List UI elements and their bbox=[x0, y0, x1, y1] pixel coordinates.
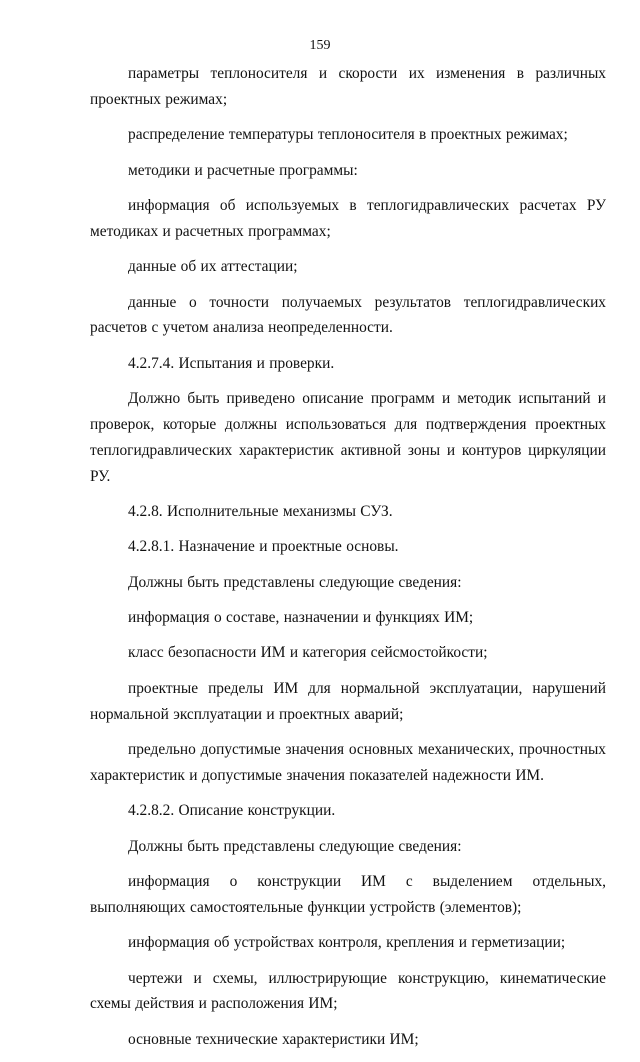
paragraph-12: информация о составе, назначении и функциях ИМ; bbox=[128, 609, 474, 627]
paragraph-14: проектные пределы ИМ для нормальной эксплуатации, нарушений нормальной эксплуатации и проектных аварий; bbox=[90, 679, 606, 723]
paragraph-20: чертежи и схемы, иллюстрирующие конструкцию, кинематические схемы действия и расположения ИМ; bbox=[90, 969, 606, 1013]
paragraph-13: класс безопасности ИМ и категория сейсмостойкости; bbox=[128, 644, 488, 662]
section-heading-4-2-8-1: 4.2.8.1. Назначение и проектные основы. bbox=[128, 538, 399, 556]
section-heading-4-2-7-4: 4.2.7.4. Испытания и проверки. bbox=[128, 354, 335, 372]
paragraph-19: информация об устройствах контроля, крепления и герметизации; bbox=[128, 934, 566, 952]
section-heading-4-2-8-2: 4.2.8.2. Описание конструкции. bbox=[128, 802, 336, 820]
paragraph-15: предельно допустимые значения основных механических, прочностных характеристик и допустимые значения показателей надежности ИМ. bbox=[90, 741, 606, 784]
paragraph-8: Должно быть приведено описание программ и методик испытаний и проверок, которые должны использоваться для подтверждения проектных теплогидравлических характеристик активной зоны и контуров циркуляции РУ. bbox=[90, 390, 606, 485]
paragraph-21: основные технические характеристики ИМ; bbox=[128, 1030, 419, 1048]
paragraph-17: Должны быть представлены следующие сведения: bbox=[128, 837, 462, 855]
paragraph-11: Должны быть представлены следующие сведения: bbox=[128, 573, 462, 591]
paragraph-4: информация об используемых в теплогидравлических расчетах РУ методиках и расчетных программах; bbox=[90, 196, 606, 240]
paragraph-18: информация о конструкции ИМ с выделением отдельных, выполняющих самостоятельные функции устройств (элементов); bbox=[90, 873, 606, 916]
paragraph-2: распределение температуры теплоносителя в проектных режимах; bbox=[128, 126, 568, 144]
paragraph-3: методики и расчетные программы: bbox=[128, 161, 358, 179]
document-body bbox=[90, 61, 606, 1062]
paragraph-5: данные об их аттестации; bbox=[128, 258, 298, 276]
section-heading-4-2-8: 4.2.8. Исполнительные механизмы СУЗ. bbox=[128, 502, 393, 520]
paragraph-1: параметры теплоносителя и скорости их изменения в различных проектных режимах; bbox=[90, 65, 606, 108]
paragraph-6: данные о точности получаемых результатов теплогидравлических расчетов с учетом анализа неопределенности. bbox=[90, 293, 606, 337]
page-number: 159 bbox=[309, 38, 331, 53]
